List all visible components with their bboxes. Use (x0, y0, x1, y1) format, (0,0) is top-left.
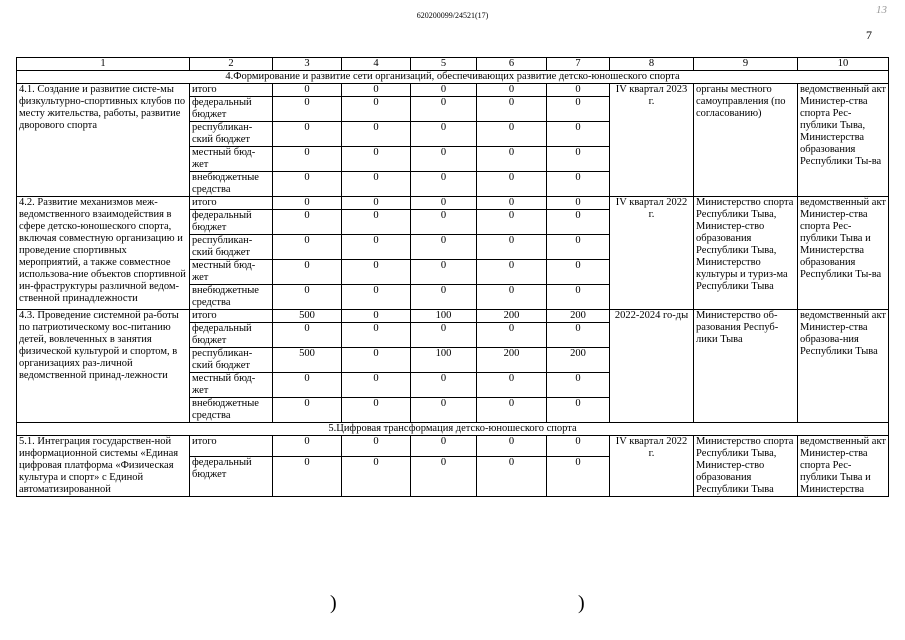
amount-cell: 0 (342, 235, 411, 260)
funding-source: республикан-ский бюджет (190, 122, 273, 147)
amount-cell: 0 (477, 172, 547, 197)
header-cell: 9 (694, 58, 798, 71)
activity-name: 4.3. Проведение системной ра-боты по патриотическому вос-питанию детей, вовлеченных в занятия физической культурой и спортом, в организациях раз-личной ведомственной принад-лежности (17, 310, 190, 423)
amount-cell: 0 (273, 147, 342, 172)
header-row (17, 58, 889, 71)
amount-cell: 0 (411, 398, 477, 423)
funding-source: итого (190, 310, 273, 323)
activity-name: 5.1. Интеграция государствен-ной информационной системы «Единая цифровая платформа «Физическая культура и спорт» с Единой автоматизированной (17, 436, 190, 497)
section-row (17, 423, 889, 436)
result: ведомственный акт Министер-ства спорта Рес-публики Тыва, Министерства образования Республики Ты-ва (798, 84, 889, 197)
amount-cell: 0 (477, 260, 547, 285)
funding-source: итого (190, 84, 273, 97)
amount-cell: 0 (477, 398, 547, 423)
amount-cell: 0 (477, 436, 547, 457)
funding-source: местный бюд-жет (190, 260, 273, 285)
responsible: Министерство спорта Республики Тыва, Министер-ство образования Республики Тыва (694, 436, 798, 497)
table-row (17, 310, 889, 323)
amount-cell: 500 (273, 310, 342, 323)
amount-cell: 0 (411, 122, 477, 147)
amount-cell: 0 (342, 260, 411, 285)
responsible: Министерство об-разования Респуб-лики Тыва (694, 310, 798, 423)
amount-cell: 0 (273, 285, 342, 310)
amount-cell: 0 (273, 84, 342, 97)
amount-cell: 0 (547, 172, 610, 197)
amount-cell: 0 (273, 323, 342, 348)
amount-cell: 0 (547, 285, 610, 310)
amount-cell: 0 (273, 235, 342, 260)
amount-cell: 0 (411, 147, 477, 172)
funding-source: республикан-ский бюджет (190, 235, 273, 260)
amount-cell: 0 (411, 436, 477, 457)
funding-source: местный бюд-жет (190, 147, 273, 172)
amount-cell: 0 (477, 210, 547, 235)
funding-source: федеральный бюджет (190, 323, 273, 348)
amount-cell: 200 (547, 348, 610, 373)
funding-source: внебюджетные средства (190, 398, 273, 423)
amount-cell: 0 (477, 197, 547, 210)
amount-cell: 0 (477, 456, 547, 496)
amount-cell: 0 (547, 436, 610, 457)
amount-cell: 0 (477, 147, 547, 172)
amount-cell: 0 (342, 398, 411, 423)
amount-cell: 0 (273, 398, 342, 423)
amount-cell: 0 (547, 122, 610, 147)
amount-cell: 0 (342, 456, 411, 496)
funding-source: федеральный бюджет (190, 210, 273, 235)
funding-source: внебюджетные средства (190, 285, 273, 310)
amount-cell: 0 (273, 210, 342, 235)
amount-cell: 0 (342, 373, 411, 398)
header-cell: 6 (477, 58, 547, 71)
amount-cell: 0 (411, 323, 477, 348)
header-cell: 2 (190, 58, 273, 71)
amount-cell: 0 (411, 97, 477, 122)
funding-source: федеральный бюджет (190, 456, 273, 496)
amount-cell: 0 (477, 285, 547, 310)
amount-cell: 0 (342, 436, 411, 457)
amount-cell: 0 (477, 373, 547, 398)
amount-cell: 0 (547, 147, 610, 172)
amount-cell: 0 (547, 97, 610, 122)
amount-cell: 0 (547, 197, 610, 210)
amount-cell: 0 (342, 122, 411, 147)
amount-cell: 0 (547, 456, 610, 496)
amount-cell: 100 (411, 348, 477, 373)
header-cell: 7 (547, 58, 610, 71)
amount-cell: 0 (477, 97, 547, 122)
result: ведомственный акт Министер-ства образова-ния Республики Тыва (798, 310, 889, 423)
activity-name: 4.1. Создание и развитие систе-мы физкультурно-спортивных клубов по месту жительства, работы, развитие дворового спорта (17, 84, 190, 197)
amount-cell: 200 (547, 310, 610, 323)
plan-table (16, 57, 889, 497)
amount-cell: 200 (477, 348, 547, 373)
header-cell: 3 (273, 58, 342, 71)
header-cell: 10 (798, 58, 889, 71)
amount-cell: 0 (273, 260, 342, 285)
amount-cell: 0 (477, 84, 547, 97)
amount-cell: 0 (273, 456, 342, 496)
amount-cell: 0 (477, 323, 547, 348)
funding-source: местный бюд-жет (190, 373, 273, 398)
amount-cell: 0 (547, 398, 610, 423)
funding-source: итого (190, 197, 273, 210)
amount-cell: 0 (342, 348, 411, 373)
amount-cell: 0 (547, 84, 610, 97)
amount-cell: 0 (342, 84, 411, 97)
document-id: 620200099/24521(17) (416, 11, 489, 20)
amount-cell: 100 (411, 310, 477, 323)
funding-source: республикан-ский бюджет (190, 348, 273, 373)
header-cell: 1 (17, 58, 190, 71)
section-row (17, 71, 889, 84)
amount-cell: 0 (547, 210, 610, 235)
amount-cell: 0 (273, 197, 342, 210)
amount-cell: 0 (342, 210, 411, 235)
section-title: 5.Цифровая трансформация детско-юношеского спорта (17, 423, 889, 436)
result: ведомственный акт Министер-ства спорта Рес-публики Тыва и Министерства (798, 436, 889, 497)
footer-mark: ) (578, 592, 585, 614)
activity-name: 4.2. Развитие механизмов меж-ведомственного взаимодействия в сфере детско-юношеского спорта, включая совместную организацию и проведение спортивных мероприятий, а также совместное использова-ние объектов спортивной ин-фраструктуры различной ведом-ственной принадлежности (17, 197, 190, 310)
amount-cell: 0 (342, 97, 411, 122)
amount-cell: 200 (477, 310, 547, 323)
amount-cell: 0 (273, 172, 342, 197)
header-cell: 8 (610, 58, 694, 71)
amount-cell: 0 (273, 122, 342, 147)
amount-cell: 0 (547, 260, 610, 285)
amount-cell: 0 (411, 210, 477, 235)
amount-cell: 0 (342, 310, 411, 323)
amount-cell: 0 (342, 172, 411, 197)
deadline: IV квартал 2022 г. (610, 197, 694, 310)
amount-cell: 0 (342, 147, 411, 172)
section-title: 4.Формирование и развитие сети организаций, обеспечивающих развитие детско-юношеского спорта (17, 71, 889, 84)
responsible: Министерство спорта Республики Тыва, Министер-ство образования Республики Тыва, Министерство культуры и туриз-ма Республики Тыва (694, 197, 798, 310)
amount-cell: 0 (342, 285, 411, 310)
amount-cell: 0 (411, 456, 477, 496)
amount-cell: 0 (477, 122, 547, 147)
funding-source: внебюджетные средства (190, 172, 273, 197)
amount-cell: 0 (273, 373, 342, 398)
result: ведомственный акт Министер-ства спорта Рес-публики Тыва и Министерства образования Республики Ты-ва (798, 197, 889, 310)
table-row (17, 436, 889, 457)
amount-cell: 500 (273, 348, 342, 373)
header-cell: 4 (342, 58, 411, 71)
footer-mark: ) (330, 592, 337, 614)
funding-source: итого (190, 436, 273, 457)
responsible: органы местного самоуправления (по согласованию) (694, 84, 798, 197)
amount-cell: 0 (411, 235, 477, 260)
amount-cell: 0 (547, 323, 610, 348)
table-row (17, 84, 889, 97)
amount-cell: 0 (342, 197, 411, 210)
deadline: IV квартал 2022 г. (610, 436, 694, 497)
table-row (17, 197, 889, 210)
deadline: IV квартал 2023 г. (610, 84, 694, 197)
header-cell: 5 (411, 58, 477, 71)
corner-handwritten-mark: 13 (876, 4, 887, 16)
amount-cell: 0 (411, 197, 477, 210)
amount-cell: 0 (273, 436, 342, 457)
amount-cell: 0 (411, 260, 477, 285)
amount-cell: 0 (342, 323, 411, 348)
amount-cell: 0 (411, 84, 477, 97)
deadline: 2022-2024 го-ды (610, 310, 694, 423)
amount-cell: 0 (411, 285, 477, 310)
amount-cell: 0 (547, 373, 610, 398)
amount-cell: 0 (547, 235, 610, 260)
amount-cell: 0 (411, 172, 477, 197)
amount-cell: 0 (477, 235, 547, 260)
amount-cell: 0 (411, 373, 477, 398)
page-number: 7 (866, 28, 872, 42)
funding-source: федеральный бюджет (190, 97, 273, 122)
amount-cell: 0 (273, 97, 342, 122)
